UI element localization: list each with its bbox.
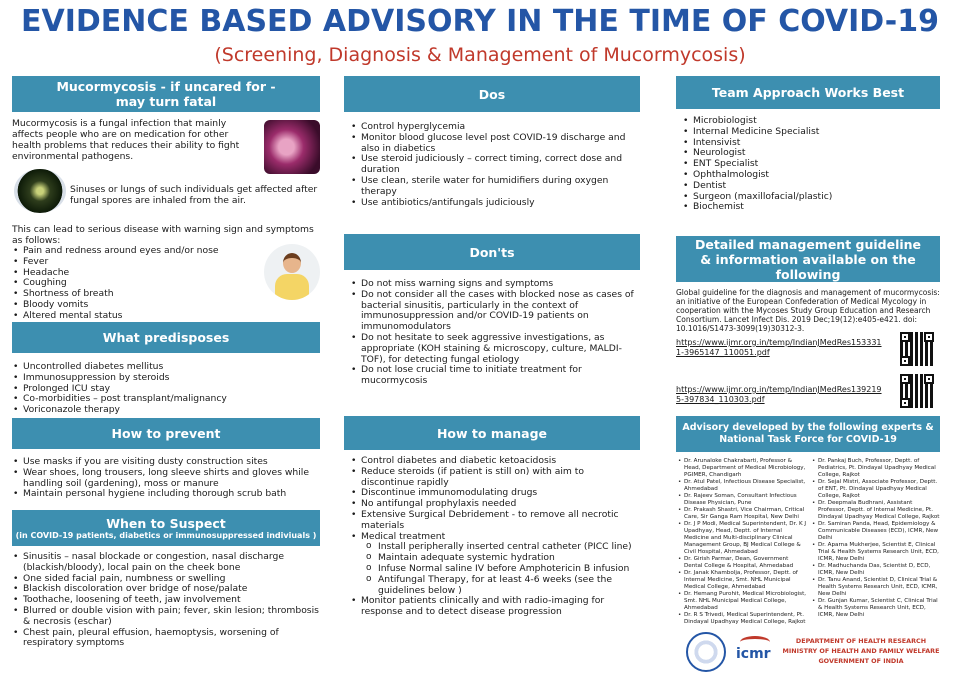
- list-item: • Altered mental status: [12, 311, 252, 322]
- list-item: • Internal Medicine Specialist: [682, 127, 940, 138]
- list-item: • Dr. Sejal Mistri, Associate Professor, Deptt. of ENT, Pt. Dindayal Upadhyay Medical College, Rajkot: [812, 479, 940, 500]
- team-header-text: Team Approach Works Best: [711, 85, 905, 100]
- list-item: • Wear shoes, long trousers, long sleeve shirts and gloves while handling soil (gardening), moss or manure: [12, 468, 320, 490]
- footer-dept: DEPARTMENT OF HEALTH RESEARCH: [795, 637, 927, 645]
- list-item: • Dentist: [682, 181, 940, 192]
- list-item: • Dr. Arunaloke Chakrabarti, Professor & Head, Department of Medical Microbiology, PGIMER, Chandigarh: [678, 458, 808, 479]
- team-list: [682, 116, 940, 213]
- person-illustration-icon: [264, 244, 320, 300]
- list-item: • Headache: [12, 268, 252, 279]
- list-item: • Sinusitis – nasal blockade or congestion, nasal discharge (blackish/bloody), local pain on the cheek bone: [12, 552, 320, 574]
- list-item: • Surgeon (maxillofacial/plastic): [682, 192, 940, 203]
- predisposes-header: [12, 322, 320, 353]
- guideline-header-text: Detailed management guideline & information available on the following: [694, 236, 922, 282]
- suspect-header: [12, 510, 320, 546]
- list-item: • Dr. Samiran Panda, Head, Epidemiology & Communicable Diseases (ECD), ICMR, New Delhi: [812, 521, 940, 542]
- mucormycosis-intro: Mucormycosis is a fungal infection that mainly affects people who are on medication for other health problems that reduces their ability to fight environmental pathogens.: [12, 118, 240, 162]
- guideline-header: [676, 236, 940, 282]
- list-item: • Pain and redness around eyes and/or nose: [12, 246, 252, 257]
- suspect-subheader-text: (in COVID-19 patients, diabetics or immunosuppressed indiviuals ): [15, 530, 317, 540]
- list-item: • Do not hesitate to seek aggressive investigations, as appropriate (KOH staining & microscopy, culture, MALDI-TOF), for detecting fungal etiology: [350, 333, 640, 365]
- prevent-list: [12, 457, 320, 500]
- list-item: • Do not lose crucial time to initiate treatment for mucormycosis: [350, 365, 640, 387]
- list-item: • Dr. Tanu Anand, Scientist D, Clinical Trial & Health Systems Research Unit, ECD, ICMR, New Delhi: [812, 577, 940, 598]
- manage-list-end: [350, 596, 640, 618]
- list-item: • Dr. Girish Parmar, Dean, Government Dental College & Hospital, Ahmedabad: [678, 556, 808, 570]
- manage-header: [344, 416, 640, 450]
- column-left: [12, 76, 320, 649]
- list-item: • Control diabetes and diabetic ketoacidosis: [350, 456, 640, 467]
- list-item: • Dr. Rajeev Soman, Consultant Infectious Disease Physician, Pune: [678, 493, 808, 507]
- list-item: • Prolonged ICU stay: [12, 384, 320, 395]
- list-item: • Dr. R S Trivedi, Medical Superintendent, Pt. Dindayal Upadhyay Medical College, Rajkot: [678, 612, 808, 626]
- list-item: • Reduce steroids (if patient is still on) with aim to discontinue rapidly: [350, 467, 640, 489]
- mucormycosis-header-text: Mucormycosis - if uncared for - may turn fatal: [56, 79, 276, 109]
- list-item: • Monitor patients clinically and with radio-imaging for response and to detect disease progression: [350, 596, 640, 618]
- list-item: • Uncontrolled diabetes mellitus: [12, 362, 320, 373]
- guideline-link-1[interactable]: https://www.ijmr.org.in/temp/IndianJMedRes1533311-3965147_110051.pdf: [676, 338, 882, 357]
- list-item: • Dr. Deepmala Budhrani, Assistant Professor, Deptt. of Internal Medicine, Pt. Dindayal Upadhyay Medical College, Rajkot: [812, 500, 940, 521]
- list-item: • Ophthalmologist: [682, 170, 940, 181]
- manage-section: [350, 456, 640, 618]
- list-item: • Coughing: [12, 278, 252, 289]
- list-item: • Dr. Madhuchanda Das, Scientist D, ECD, ICMR, New Delhi: [812, 563, 940, 577]
- guideline-text: Global guideline for the diagnosis and management of mucormycosis: an initiative of the European Confederation of Medical Mycology in cooperation with the Mycoses Study Group Education and Research Consortium. Lancet Infect Dis. 2019 Dec;19(12):e405-e421. doi: 10.1016/S1473-3099(19)30312-3.: [676, 288, 940, 333]
- advisory-header: [676, 416, 940, 452]
- list-item: o Maintain adequate systemic hydration: [366, 553, 640, 564]
- list-item: • Chest pain, pleural effusion, haemoptysis, worsening of respiratory symptoms: [12, 628, 320, 650]
- mucormycosis-lead-text: This can lead to serious disease with warning sign and symptoms as follows:: [12, 224, 314, 246]
- national-emblem-icon: [686, 632, 726, 672]
- mucormycosis-sinus-text: Sinuses or lungs of such individuals get affected after fungal spores are inhaled from the air.: [70, 184, 318, 206]
- footer-ministry: MINISTRY OF HEALTH AND FAMILY WELFARE: [782, 647, 940, 655]
- list-item: • Toothache, loosening of teeth, jaw involvement: [12, 595, 320, 606]
- list-item: • Dr. Pankaj Buch, Professor, Deptt. of Pediatrics, Pt. Dindayal Upadhyay Medical College, Rajkot: [812, 458, 940, 479]
- list-item: • Use antibiotics/antifungals judiciously: [350, 198, 640, 209]
- list-item: • Neurologist: [682, 148, 940, 159]
- list-item: • Control hyperglycemia: [350, 122, 640, 133]
- list-item: • Fever: [12, 257, 252, 268]
- column-middle: [344, 76, 640, 618]
- list-item: • Dr. Janak Khambolja, Professor, Deptt. of Internal Medicine, Smt. NHL Municipal Medical College, Ahmedabad: [678, 570, 808, 591]
- donts-list: [350, 279, 640, 387]
- list-item: • Medical treatment: [350, 532, 640, 543]
- medical-treatment-list: [366, 542, 640, 596]
- dos-list: [350, 122, 640, 208]
- list-item: • Discontinue immunomodulating drugs: [350, 488, 640, 499]
- list-item: • Use masks if you are visiting dusty construction sites: [12, 457, 320, 468]
- list-item: • Maintain personal hygiene including thorough scrub bath: [12, 489, 320, 500]
- donts-header-text: Don'ts: [469, 244, 515, 260]
- list-item: • Extensive Surgical Debridement - to remove all necrotic materials: [350, 510, 640, 532]
- list-item: • Microbiologist: [682, 116, 940, 127]
- qr-code-icon: [900, 374, 934, 408]
- list-item: o Antifungal Therapy, for at least 4-6 weeks (see the guidelines below ): [366, 575, 640, 597]
- prevent-header: [12, 418, 320, 449]
- predispose-list: [12, 362, 320, 416]
- list-item: • Dr. Gunjan Kumar, Scientist C, Clinical Trial & Health Systems Research Unit, ECD, ICMR, New Delhi: [812, 598, 940, 619]
- dos-header-text: Dos: [478, 86, 506, 102]
- fungus-photo-icon: [264, 120, 320, 174]
- list-item: • Intensivist: [682, 138, 940, 149]
- guideline-link-2[interactable]: https://www.ijmr.org.in/temp/IndianJMedRes1392195-397834_110303.pdf: [676, 385, 882, 404]
- list-item: • Use steroid judiciously – correct timing, correct dose and duration: [350, 154, 640, 176]
- footer-text: [782, 636, 940, 666]
- experts-list-right: [812, 458, 940, 619]
- list-item: • Blurred or double vision with pain; fever, skin lesion; thrombosis & necrosis (eschar): [12, 606, 320, 628]
- icmr-logo-icon: [736, 636, 776, 670]
- page-subtitle: (Screening, Diagnosis & Management of Mucormycosis): [214, 44, 746, 66]
- list-item: • Blackish discoloration over bridge of nose/palate: [12, 584, 320, 595]
- list-item: o Infuse Normal saline IV before Amphotericin B infusion: [366, 564, 640, 575]
- list-item: • Dr. Atul Patel, Infectious Disease Specialist, Ahmedabad: [678, 479, 808, 493]
- list-item: • Shortness of breath: [12, 289, 252, 300]
- column-right: [676, 76, 940, 665]
- list-item: • Biochemist: [682, 202, 940, 213]
- list-item: • Monitor blood glucose level post COVID-19 discharge and also in diabetics: [350, 133, 640, 155]
- suspect-list: [12, 552, 320, 649]
- donts-header: [344, 234, 640, 270]
- icmr-logo-text: icmr: [736, 646, 771, 662]
- list-item: • No antifungal prophylaxis needed: [350, 499, 640, 510]
- mucormycosis-header: [12, 76, 320, 112]
- list-item: • One sided facial pain, numbness or swelling: [12, 574, 320, 585]
- list-item: • Use clean, sterile water for humidifiers during oxygen therapy: [350, 176, 640, 198]
- list-item: • Do not miss warning signs and symptoms: [350, 279, 640, 290]
- list-item: • Dr. Aparna Mukherjee, Scientist E, Clinical Trial & Health Systems Research Unit, ECD, ICMR, New Delhi: [812, 542, 940, 563]
- list-item: • Dr. J P Modi, Medical Superintendent, Dr. K J Upadhyay, Head, Deptt. of Internal Medicine and Multi-disciplinary Clinical Management Group, BJ Medical College & Civil Hospital, Ahmedabad: [678, 521, 808, 556]
- team-header: [676, 76, 940, 109]
- symptom-list: [12, 246, 252, 322]
- list-item: • Bloody vomits: [12, 300, 252, 311]
- list-item: • Dr. Prakash Shastri, Vice Chairman, Critical Care, Sir Ganga Ram Hospital, New Delhi: [678, 507, 808, 521]
- list-item: • Do not consider all the cases with blocked nose as cases of bacterial sinusitis, particularly in the context of immunosuppression and/or COVID-19 patients on immunomodulators: [350, 290, 640, 333]
- dos-header: [344, 76, 640, 112]
- footer-gov: GOVERNMENT OF INDIA: [818, 657, 904, 665]
- prevent-header-text: How to prevent: [111, 426, 221, 441]
- list-item: • ENT Specialist: [682, 159, 940, 170]
- list-item: • Immunosuppression by steroids: [12, 373, 320, 384]
- manage-header-text: How to manage: [436, 425, 548, 441]
- list-item: o Install peripherally inserted central catheter (PICC line): [366, 542, 640, 553]
- page-title: EVIDENCE BASED ADVISORY IN THE TIME OF COVID-19: [21, 4, 939, 39]
- advisory-header-text: Advisory developed by the following experts & National Task Force for COVID-19: [682, 422, 934, 445]
- list-item: • Co-morbidities – post transplant/malignancy: [12, 394, 320, 405]
- list-item: • Voriconazole therapy: [12, 405, 320, 416]
- experts-list-left: [678, 458, 808, 626]
- list-item: • Dr. Hemang Purohit, Medical Microbiologist, Smt. NHL Municipal Medical College, Ahmedabad: [678, 591, 808, 612]
- spore-photo-icon: [14, 169, 66, 213]
- predisposes-header-text: What predisposes: [102, 330, 230, 345]
- suspect-header-text: When to Suspect: [106, 515, 226, 531]
- qr-code-icon: [900, 332, 934, 366]
- manage-list: [350, 456, 640, 542]
